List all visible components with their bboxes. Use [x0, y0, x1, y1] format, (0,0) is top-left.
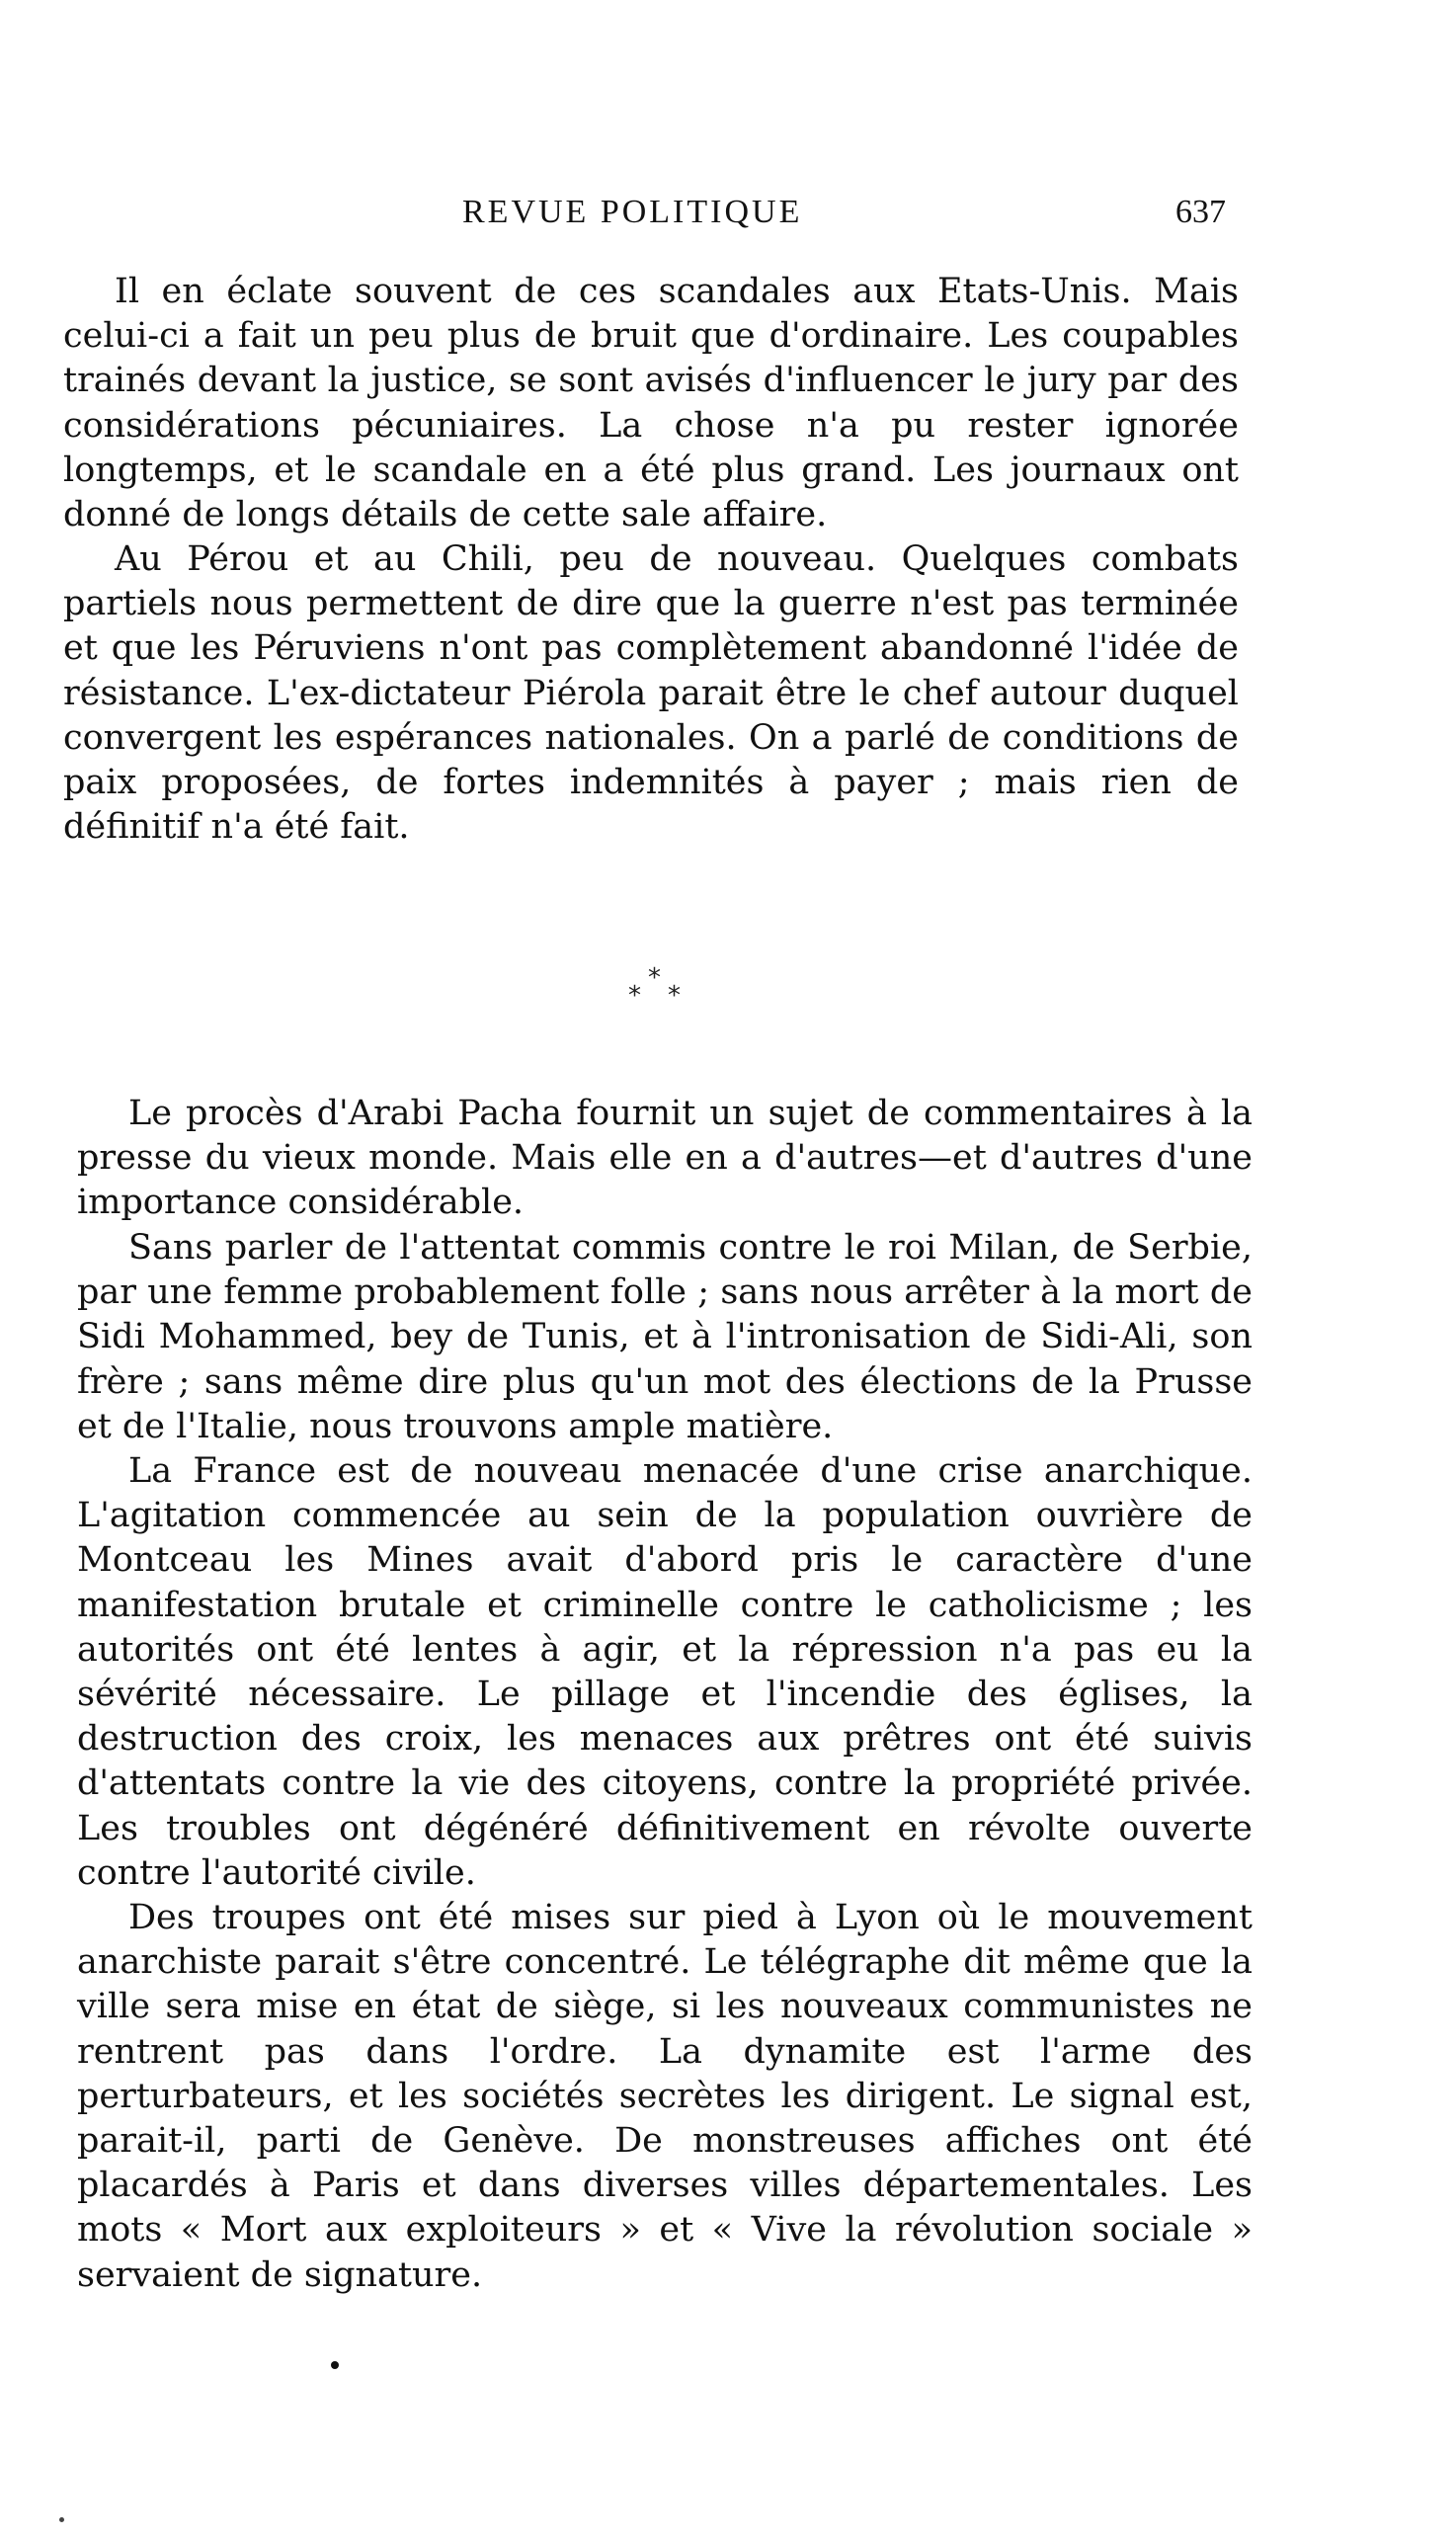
asterisk-top: *	[648, 963, 661, 993]
section-separator-asterism	[612, 963, 711, 1023]
asterisk-right: *	[668, 981, 681, 1011]
ink-speck	[331, 2361, 339, 2369]
page-header	[0, 194, 1456, 233]
paragraph-perou-chili: Au Pérou et au Chili, peu de nouveau. Quelques combats partiels nous permettent de dire que la guerre n'est pas terminée et que les Péruviens n'ont pas complètement abandonné l'idée de résistance. L'ex-dictateur Piérola parait être le chef autour duquel convergent les espérances nationales. On a parlé de conditions de paix proposées, de fortes indemnités à payer ; mais rien de définitif n'a été fait.	[63, 539, 1239, 848]
paragraph-des-troupes: Des troupes ont été mises sur pied à Lyon où le mouvement anarchiste parait s'être concentré. Le télégraphe dit même que la ville sera mise en état de siège, si les nouveaux communistes ne rentrent pas dans l'ordre. La dynamite est l'arme des perturbateurs, et les sociétés secrètes les dirigent. Le signal est, parait-il, parti de Genève. De monstreuses affiches ont été placardés à Paris et dans diverses villes départementales. Les mots « Mort aux exploiteurs » et « Vive la révolution sociale » servaient de signature.	[77, 1898, 1253, 2295]
page-number: 637	[1175, 194, 1226, 230]
paragraph-la-france: La France est de nouveau menacée d'une crise anarchique. L'agitation commencée au sein de la population ouvrière de Montceau les Mines avait d'abord pris le caractère d'une manifestation brutale et criminelle contre le catholicisme ; les autorités ont été lentes à agir, et la répression n'a pas eu la sévérité nécessaire. Le pillage et l'incendie des églises, la destruction des croix, les menaces aux prêtres ont été suivis d'attentats contre la vie des citoyens, contre la propriété privée. Les troubles ont dégénéré définitivement en révolte ouverte contre l'autorité civile.	[77, 1451, 1253, 1893]
paragraph-etats-unis: Il en éclate souvent de ces scandales aux Etats-Unis. Mais celui-ci a fait un peu plus de bruit que d'ordinaire. Les coupables trainés devant la justice, se sont avisés d'influencer le jury par des considérations pécuniaires. La chose n'a pu rester ignorée longtemps, et le scandale en a été plus grand. Les journaux ont donné de longs détails de cette sale affaire.	[63, 272, 1239, 535]
asterisk-left: *	[628, 981, 641, 1011]
ink-speck	[59, 2517, 64, 2522]
paragraph-sans-parler: Sans parler de l'attentat commis contre le roi Milan, de Serbie, par une femme probablement folle ; sans nous arrêter à la mort de Sidi Mohammed, bey de Tunis, et à l'intronisation de Sidi-Ali, son frère ; sans même dire plus qu'un mot des élections de la Prusse et de l'Italie, nous trouvons ample matière.	[77, 1228, 1253, 1446]
paragraph-arabi-pacha: Le procès d'Arabi Pacha fournit un sujet de commentaires à la presse du vieux monde. Mais elle en a d'autres—et d'autres d'une importance considérable.	[77, 1094, 1253, 1223]
running-title: REVUE POLITIQUE	[462, 194, 803, 230]
